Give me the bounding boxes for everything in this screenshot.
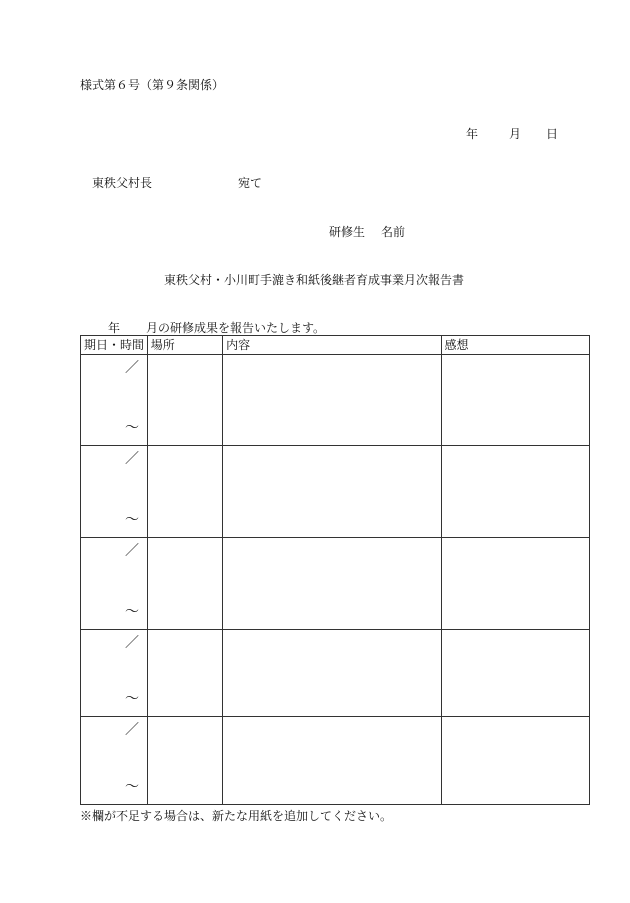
place-cell[interactable] <box>147 355 222 446</box>
content-cell[interactable] <box>223 355 441 446</box>
addressee-suffix: 宛て <box>238 176 263 190</box>
time-tilde: ～ <box>125 691 139 707</box>
date-year-label: 年 <box>466 127 479 141</box>
impression-cell[interactable] <box>441 630 589 717</box>
addressee-mayor: 東秩父村長 <box>92 176 153 190</box>
footnote: ※欄が不足する場合は、新たな用紙を追加してください。 <box>80 809 393 823</box>
date-slash: ／ <box>125 451 139 467</box>
date-time-cell[interactable] <box>81 446 148 538</box>
table-row <box>81 446 590 538</box>
date-slash: ／ <box>125 635 139 651</box>
content-cell[interactable] <box>223 630 441 717</box>
time-tilde: ～ <box>125 779 139 795</box>
column-header-place: 場所 <box>147 336 222 355</box>
place-cell[interactable] <box>147 717 222 805</box>
place-cell[interactable] <box>147 630 222 717</box>
place-cell[interactable] <box>147 446 222 538</box>
trainee-name-label: 名前 <box>381 225 406 239</box>
date-time-cell[interactable] <box>81 355 148 446</box>
column-header-date-time: 期日・時間 <box>81 336 148 355</box>
date-time-cell[interactable] <box>81 538 148 630</box>
table-header-row <box>81 336 590 355</box>
report-table <box>80 335 590 805</box>
date-slash: ／ <box>125 722 139 738</box>
date-slash: ／ <box>125 543 139 559</box>
time-tilde: ～ <box>125 420 139 436</box>
impression-cell[interactable] <box>441 538 589 630</box>
impression-cell[interactable] <box>441 446 589 538</box>
impression-cell[interactable] <box>441 355 589 446</box>
impression-cell[interactable] <box>441 717 589 805</box>
date-day-label: 日 <box>546 127 559 141</box>
form-number: 様式第６号（第９条関係） <box>80 78 225 92</box>
intro-year-label: 年 <box>108 321 121 335</box>
table-row <box>81 630 590 717</box>
date-time-cell[interactable] <box>81 717 148 805</box>
content-cell[interactable] <box>223 446 441 538</box>
trainee-label: 研修生 <box>329 225 366 239</box>
date-slash: ／ <box>125 360 139 376</box>
intro-text: 月の研修成果を報告いたします。 <box>146 321 326 335</box>
document-title: 東秩父村・小川町手漉き和紙後継者育成事業月次報告書 <box>164 273 465 287</box>
date-time-cell[interactable] <box>81 630 148 717</box>
table-row <box>81 355 590 446</box>
date-month-label: 月 <box>509 127 522 141</box>
column-header-content: 内容 <box>223 336 441 355</box>
column-header-impression: 感想 <box>441 336 589 355</box>
content-cell[interactable] <box>223 538 441 630</box>
place-cell[interactable] <box>147 538 222 630</box>
table-row <box>81 717 590 805</box>
time-tilde: ～ <box>125 512 139 528</box>
time-tilde: ～ <box>125 604 139 620</box>
content-cell[interactable] <box>223 717 441 805</box>
table-row <box>81 538 590 630</box>
